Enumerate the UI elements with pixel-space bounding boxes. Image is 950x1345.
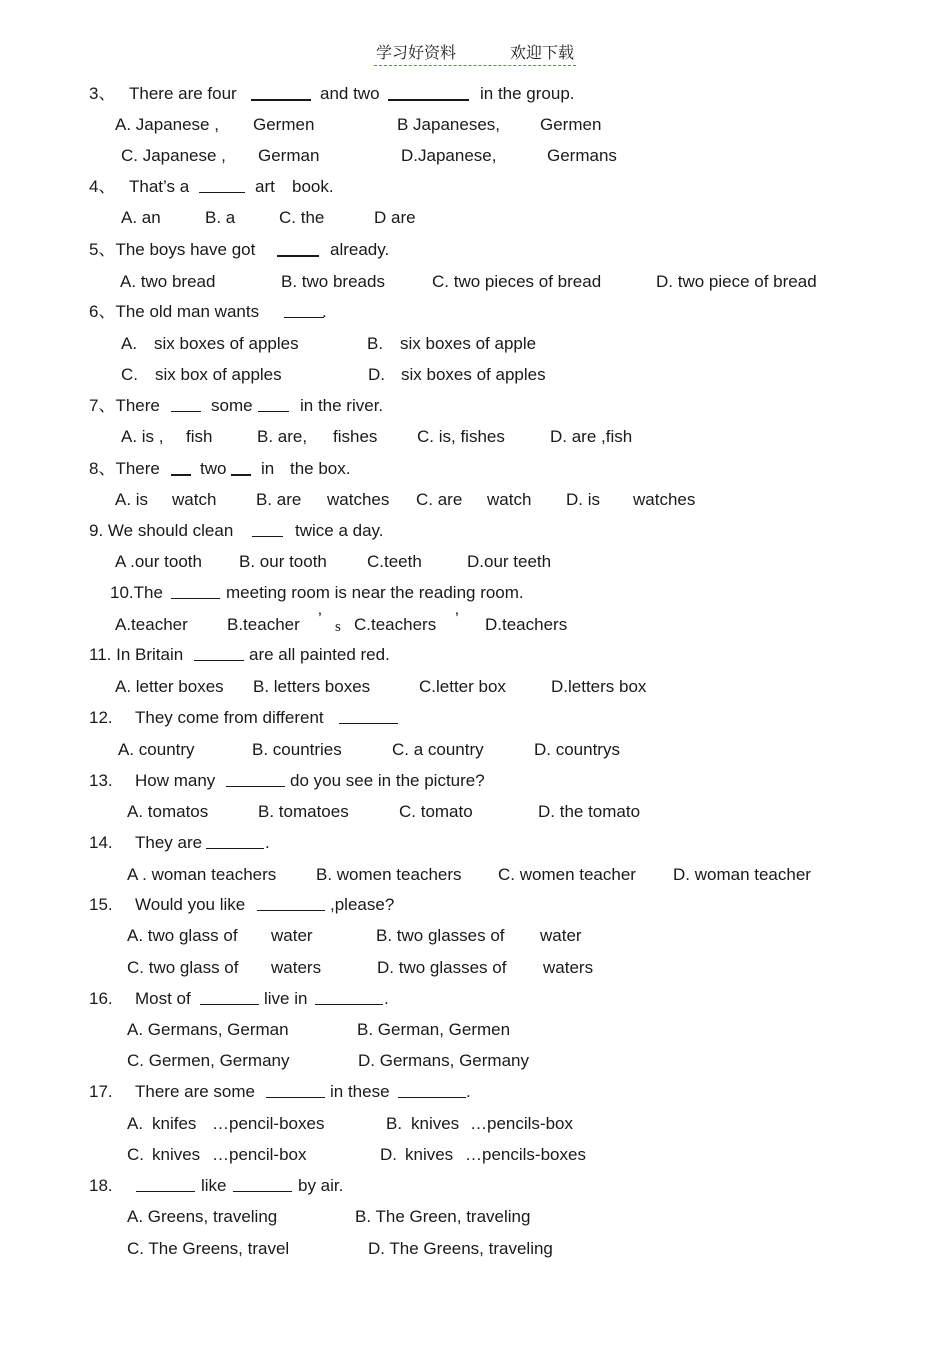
question-16-text-a: Most of <box>135 989 191 1008</box>
question-8-blank-1 <box>171 459 191 481</box>
question-4-text-b: art <box>255 177 275 196</box>
q9-option-d: D.our teeth <box>467 552 552 571</box>
question-12-blank <box>339 708 398 729</box>
q15-option-d-2: waters <box>543 958 594 977</box>
q16-option-c: C. Germen, Germany <box>127 1051 290 1070</box>
question-14-number: 14. <box>89 833 113 852</box>
question-14-blank <box>206 833 264 854</box>
question-10-blank <box>171 583 220 604</box>
q6-option-c-letter: C. <box>121 365 138 384</box>
question-7-text-b: some <box>211 396 253 415</box>
q13-option-b: B. tomatoes <box>258 802 349 821</box>
question-5-blank <box>277 240 319 262</box>
q17-option-a-2: …pencil-boxes <box>212 1114 325 1133</box>
q15-option-b-2: water <box>540 926 582 945</box>
q11-option-d: D.letters box <box>551 677 647 696</box>
question-13-blank <box>226 771 285 792</box>
question-8-text-b: two <box>200 459 227 478</box>
question-6-text-b: . <box>322 302 327 321</box>
q4-option-d: D are <box>374 208 416 227</box>
q11-option-a: A. letter boxes <box>115 677 224 696</box>
question-18-blank-1 <box>136 1176 195 1197</box>
q17-option-a-letter: A. <box>127 1114 144 1133</box>
q6-option-d: six boxes of apples <box>401 365 546 384</box>
question-3-number: 3、 <box>89 84 116 103</box>
question-14-text-a: They are <box>135 833 203 852</box>
q10-option-d: D.teachers <box>485 615 568 634</box>
q3-option-c: C. Japanese , <box>121 146 226 165</box>
q17-option-c-2: …pencil-box <box>212 1145 307 1164</box>
question-13-text-b: do you see in the picture? <box>290 771 485 790</box>
q7-option-a-2: fish <box>186 427 213 446</box>
question-5-text-a: 5、The boys have got <box>89 240 256 259</box>
q8-option-b: B. are <box>256 490 302 509</box>
q18-option-b: B. The Green, traveling <box>355 1207 531 1226</box>
q12-option-d: D. countrys <box>534 740 620 759</box>
q17-option-c: knives <box>152 1145 201 1164</box>
question-17-text-b: in these <box>330 1082 390 1101</box>
q6-option-b: six boxes of apple <box>400 334 537 353</box>
q16-option-a: A. Germans, German <box>127 1020 289 1039</box>
q8-option-a: A. is <box>115 490 149 509</box>
question-15-number: 15. <box>89 895 113 914</box>
question-3-blank-1 <box>251 84 311 106</box>
q16-option-b: B. German, Germen <box>357 1020 511 1039</box>
q8-option-d: D. is <box>566 490 600 509</box>
question-18-number: 18. <box>89 1176 113 1195</box>
question-11-text-a: 11. In Britain <box>89 645 184 664</box>
q10-option-b: B.teacher <box>227 615 300 634</box>
q15-option-a: A. two glass of <box>127 926 238 945</box>
question-12-number: 12. <box>89 708 113 727</box>
q15-option-b: B. two glasses of <box>376 926 505 945</box>
question-4-number: 4、 <box>89 177 116 196</box>
q4-option-c: C. the <box>279 208 325 227</box>
q10-option-c: C.teachers <box>354 615 437 634</box>
question-13-number: 13. <box>89 771 113 790</box>
question-8-blank-2 <box>231 459 251 481</box>
q15-option-d: D. two glasses of <box>377 958 507 977</box>
header-banner <box>374 40 576 66</box>
question-8-text-c: in <box>261 459 275 478</box>
question-7-blank-1 <box>171 396 201 417</box>
q4-option-a: A. an <box>121 208 161 227</box>
q12-option-b: B. countries <box>252 740 342 759</box>
q6-option-a-letter: A. <box>121 334 138 353</box>
question-8-text-d: the box. <box>290 459 351 478</box>
q10-option-b-apostrophe: ’ <box>318 609 322 628</box>
question-6-text-a: 6、The old man wants <box>89 302 260 321</box>
question-15-blank <box>257 895 325 916</box>
question-7-blank-2 <box>258 396 289 417</box>
q13-option-c: C. tomato <box>399 802 473 821</box>
q6-option-c: six box of apples <box>155 365 282 384</box>
q17-option-a: knifes <box>152 1114 197 1133</box>
q17-option-d: knives <box>405 1145 454 1164</box>
q7-option-d: D. are ,fish <box>550 427 633 446</box>
question-17-text-a: There are some <box>135 1082 255 1101</box>
question-9-text-b: twice a day. <box>295 521 384 540</box>
q13-option-d: D. the tomato <box>538 802 641 821</box>
q8-option-a-2: watch <box>172 490 217 509</box>
question-15-text-a: Would you like <box>135 895 246 914</box>
question-13-text-a: How many <box>135 771 216 790</box>
question-14-text-b: . <box>265 833 270 852</box>
question-3-text-c: in the group. <box>480 84 575 103</box>
q8-option-c: C. are <box>416 490 463 509</box>
question-4-text-a: That’s a <box>129 177 190 196</box>
question-16-text-b: live in <box>264 989 308 1008</box>
question-16-blank-2 <box>315 989 383 1010</box>
q17-option-b-2: …pencils-box <box>470 1114 573 1133</box>
question-17-text-c: . <box>466 1082 471 1101</box>
question-4-blank <box>199 177 245 198</box>
q18-option-a: A. Greens, traveling <box>127 1207 278 1226</box>
q3-option-b-2: Germen <box>540 115 602 134</box>
q6-option-a: six boxes of apples <box>154 334 299 353</box>
q3-option-a: A. Japanese , <box>115 115 219 134</box>
q9-option-c: C.teeth <box>367 552 422 571</box>
q6-option-d-letter: D. <box>368 365 385 384</box>
question-12-text-a: They come from different <box>135 708 324 727</box>
question-7-text-a: 7、There <box>89 396 160 415</box>
question-9-blank <box>252 521 283 542</box>
q7-option-b: B. are, <box>257 427 308 446</box>
q10-option-b-s: s <box>335 619 341 635</box>
q3-option-b: B Japaneses, <box>397 115 501 134</box>
question-15-text-b: ,please? <box>330 895 395 914</box>
q9-option-b: B. our tooth <box>239 552 327 571</box>
q13-option-a: A. tomatos <box>127 802 209 821</box>
question-18-blank-2 <box>233 1176 292 1197</box>
q11-option-b: B. letters boxes <box>253 677 371 696</box>
q7-option-a: A. is , <box>121 427 164 446</box>
q8-option-d-2: watches <box>633 490 696 509</box>
page-header <box>0 40 950 66</box>
q15-option-c: C. two glass of <box>127 958 239 977</box>
q10-option-c-apostrophe: ’ <box>455 609 459 628</box>
q14-option-b: B. women teachers <box>316 865 462 884</box>
q12-option-a: A. country <box>118 740 195 759</box>
question-8-text-a: 8、There <box>89 459 160 478</box>
q14-option-c: C. women teacher <box>498 865 636 884</box>
q14-option-a: A . woman teachers <box>127 865 277 884</box>
q5-option-c: C. two pieces of bread <box>432 272 602 291</box>
question-7-text-c: in the river. <box>300 396 384 415</box>
q9-option-a: A .our tooth <box>115 552 202 571</box>
header-left-text: 学习好资料 <box>375 43 456 62</box>
q17-option-b: knives <box>411 1114 460 1133</box>
question-10-text-a: 10.The <box>110 583 163 602</box>
question-11-text-b: are all painted red. <box>249 645 390 664</box>
q15-option-c-2: waters <box>271 958 322 977</box>
q18-option-c: C. The Greens, travel <box>127 1239 290 1258</box>
q11-option-c: C.letter box <box>419 677 506 696</box>
question-17-blank-2 <box>398 1082 466 1103</box>
question-18-text-b: by air. <box>298 1176 344 1195</box>
question-16-text-c: . <box>384 989 389 1008</box>
question-3-text-a: There are four <box>129 84 237 103</box>
question-17-blank-1 <box>266 1082 325 1103</box>
q12-option-c: C. a country <box>392 740 484 759</box>
question-4-text-c: book. <box>292 177 334 196</box>
q7-option-c: C. is, fishes <box>417 427 505 446</box>
question-9-text-a: 9. We should clean <box>89 521 234 540</box>
q4-option-b: B. a <box>205 208 236 227</box>
q3-option-c-2: German <box>258 146 320 165</box>
question-16-blank-1 <box>200 989 259 1010</box>
q14-option-d: D. woman teacher <box>673 865 811 884</box>
q5-option-d: D. two piece of bread <box>656 272 817 291</box>
question-18-text-a: like <box>201 1176 227 1195</box>
q10-option-a: A.teacher <box>115 615 188 634</box>
q17-option-b-letter: B. <box>386 1114 403 1133</box>
q5-option-b: B. two breads <box>281 272 385 291</box>
question-16-number: 16. <box>89 989 113 1008</box>
question-10-text-b: meeting room is near the reading room. <box>226 583 524 602</box>
q8-option-c-2: watch <box>487 490 532 509</box>
q3-option-d-2: Germans <box>547 146 617 165</box>
question-11-blank <box>194 645 244 666</box>
q17-option-c-letter: C. <box>127 1145 144 1164</box>
question-6-blank <box>284 302 324 323</box>
question-5-text-b: already. <box>330 240 390 259</box>
q3-option-a-2: Germen <box>253 115 315 134</box>
q3-option-d: D.Japanese, <box>401 146 497 165</box>
q15-option-a-2: water <box>271 926 313 945</box>
question-3-text-b: and two <box>320 84 380 103</box>
q17-option-d-letter: D. <box>380 1145 397 1164</box>
question-17-number: 17. <box>89 1082 113 1101</box>
q16-option-d: D. Germans, Germany <box>358 1051 529 1070</box>
q8-option-b-2: watches <box>327 490 390 509</box>
question-3-blank-2 <box>388 84 469 106</box>
q6-option-b-letter: B. <box>367 334 384 353</box>
q18-option-d: D. The Greens, traveling <box>368 1239 553 1258</box>
q17-option-d-2: …pencils-boxes <box>465 1145 586 1164</box>
q7-option-b-2: fishes <box>333 427 378 446</box>
q5-option-a: A. two bread <box>120 272 216 291</box>
header-right-text: 欢迎下载 <box>510 43 575 62</box>
